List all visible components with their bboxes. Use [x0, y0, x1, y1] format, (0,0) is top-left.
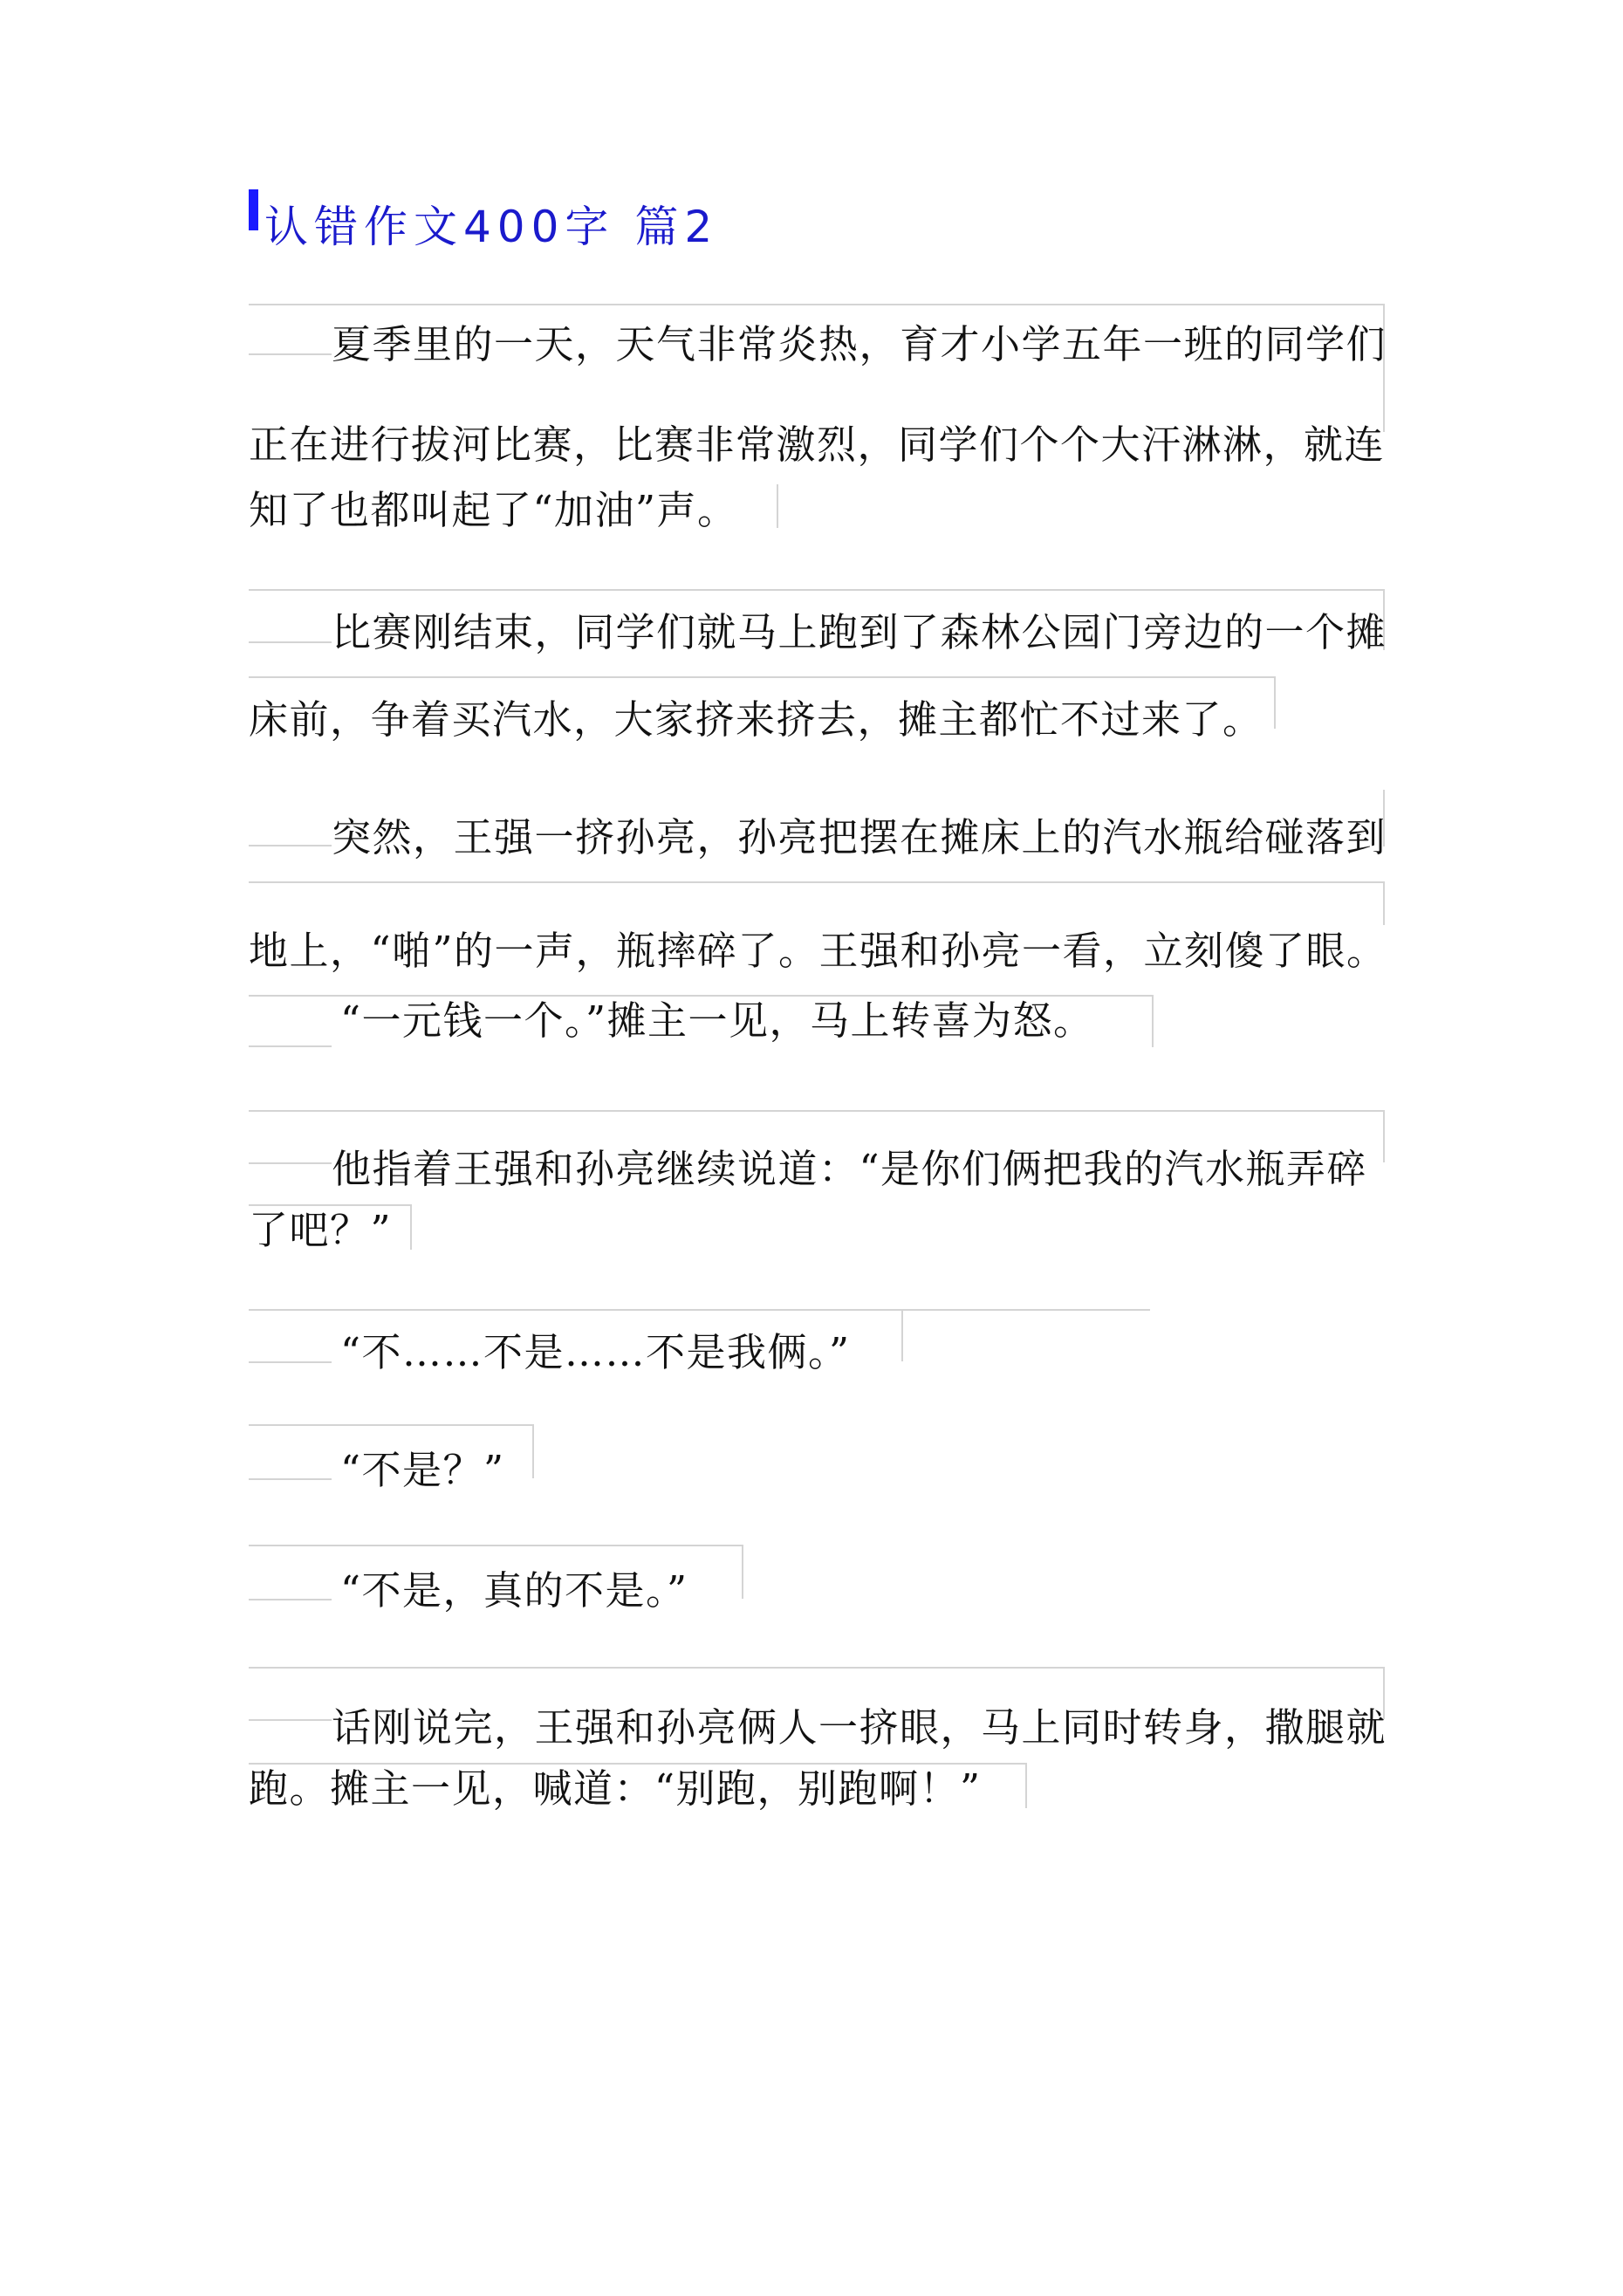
paragraph-line: 他指着王强和孙亮继续说道：“是你们俩把我的汽水瓶弄碎: [332, 1146, 1368, 1192]
paragraph-line: 比赛刚结束，同学们就马上跑到了森林公园门旁边的一个摊: [332, 609, 1387, 655]
guide-line: [249, 353, 332, 355]
guide-line: [249, 589, 1383, 591]
guide-line: [249, 1309, 1150, 1311]
paragraph-line: 突然，王强一挤孙亮，孙亮把摆在摊床上的汽水瓶给碰落到: [332, 814, 1387, 860]
guide-line: [1383, 1110, 1385, 1162]
guide-line: [777, 484, 778, 528]
guide-line: [1383, 881, 1385, 925]
paragraph-line: 话刚说完，王强和孙亮俩人一挤眼，马上同时转身，撒腿就: [332, 1704, 1387, 1751]
guide-line: [1152, 995, 1154, 1047]
guide-line: [249, 1424, 532, 1426]
guide-line: [249, 1667, 1383, 1669]
paragraph-line: 地上，“啪”的一声，瓶摔碎了。王强和孙亮一看，立刻傻了眼。: [249, 928, 1387, 974]
guide-line: [742, 1545, 743, 1599]
paragraph-line: “不……不是……不是我俩。”: [340, 1329, 851, 1375]
paragraph-line: 床前，争着买汽水，大家挤来挤去，摊主都忙不过来了。: [249, 696, 1263, 743]
guide-line: [249, 641, 332, 643]
guide-line: [249, 881, 1383, 883]
guide-line: [249, 1110, 1383, 1112]
paragraph-line: 了吧？”: [249, 1207, 393, 1253]
guide-line: [249, 1361, 332, 1363]
guide-line: [249, 845, 332, 846]
guide-line: [249, 1599, 332, 1600]
paragraph-line: 夏季里的一天，天气非常炎热，育才小学五年一班的同学们: [332, 321, 1387, 367]
paragraph-line: 正在进行拔河比赛，比赛非常激烈，同学们个个大汗淋淋，就连: [249, 422, 1386, 468]
paragraph-line: 知了也都叫起了“加油”声。: [249, 487, 738, 533]
paragraph-line: “一元钱一个。”摊主一见，马上转喜为怒。: [340, 997, 1094, 1044]
guide-line: [249, 1162, 332, 1164]
guide-line: [249, 1719, 332, 1721]
guide-line: [532, 1424, 534, 1478]
paragraph-line: “不是，真的不是。”: [340, 1567, 688, 1614]
paragraph-line: “不是？”: [340, 1447, 505, 1493]
guide-line: [249, 1045, 332, 1047]
guide-line: [901, 1309, 903, 1361]
guide-line: [1274, 676, 1276, 729]
guide-line: [249, 304, 1383, 305]
page-title: 认错作文400字 篇2: [264, 202, 719, 252]
paragraph-line: 跑。摊主一见，喊道：“别跑，别跑啊！”: [249, 1765, 982, 1812]
guide-line: [1025, 1763, 1027, 1808]
title-marker: [249, 189, 258, 230]
guide-line: [249, 1478, 332, 1480]
guide-line: [249, 1545, 742, 1546]
guide-line: [410, 1204, 412, 1250]
guide-line: [249, 676, 1274, 678]
